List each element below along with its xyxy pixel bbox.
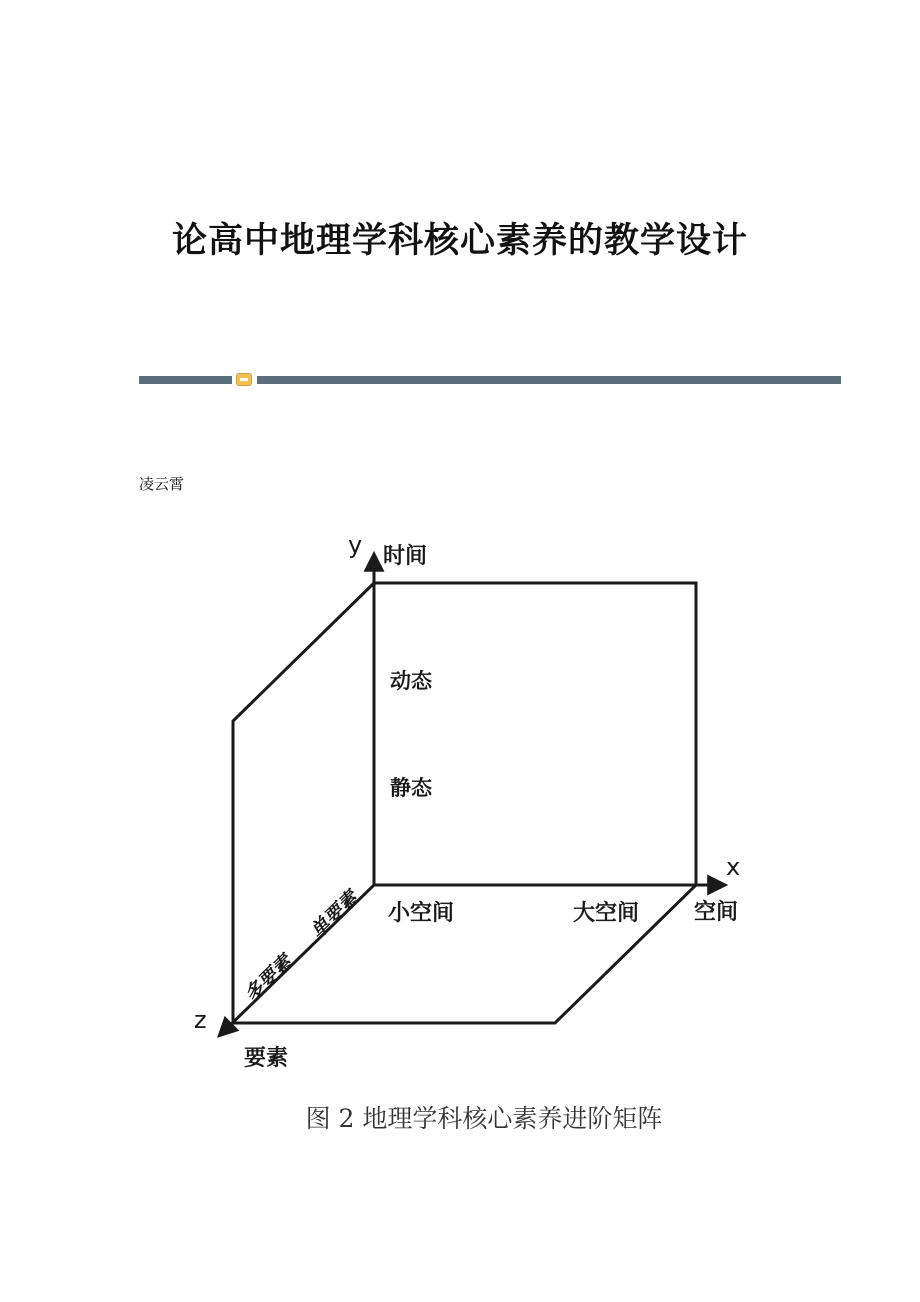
title-divider [139, 372, 841, 386]
back-panel-outline [374, 583, 696, 885]
z-level-single-element: 单要素 [306, 887, 363, 943]
figure-caption: 图 2 地理学科核心素养进阶矩阵 [305, 1104, 663, 1133]
matrix-diagram [190, 525, 780, 1080]
z-level-multi-element: 多要素 [240, 951, 297, 1007]
divider-bar-left [139, 376, 232, 384]
x-axis-label: 空间 [694, 899, 739, 925]
document-title: 论高中地理学科核心素养的教学设计 [171, 220, 748, 261]
z-axis-letter: z [194, 1006, 207, 1034]
x-level-small-space: 小空间 [388, 900, 455, 926]
y-level-static: 静态 [390, 775, 432, 800]
x-level-large-space: 大空间 [573, 900, 640, 926]
y-axis-label: 时间 [383, 543, 428, 569]
left-panel-outline [233, 583, 374, 1023]
author-name: 凌云霄 [139, 475, 185, 493]
y-axis-letter: y [348, 531, 363, 559]
z-axis-label: 要素 [244, 1045, 289, 1071]
matrix-figure [190, 525, 780, 1080]
x-axis-letter: x [726, 853, 741, 881]
y-level-dynamic: 动态 [390, 668, 432, 693]
divider-ornament-icon [236, 373, 252, 386]
divider-bar-right [257, 376, 841, 384]
